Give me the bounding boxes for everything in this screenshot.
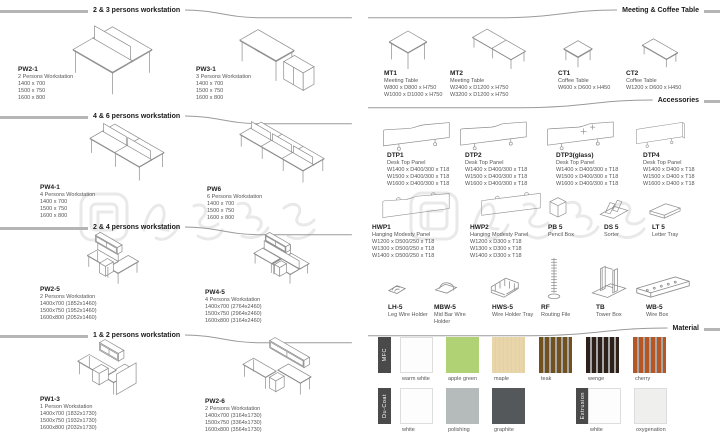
product-code: MT1 [384, 70, 397, 77]
product-spec: 1500x750 (1932x1730) [40, 418, 97, 424]
product-label-mbw-5 [434, 304, 478, 326]
product-drawing-rf [544, 255, 564, 300]
product-spec: 1500 x 750 [18, 88, 46, 94]
product-drawing-ds-5 [596, 196, 632, 221]
product-drawing-pb-5 [544, 193, 572, 221]
product-code: TB [596, 304, 605, 311]
product-code: CT2 [626, 70, 639, 77]
product-name: Hanging Modesty Panel [470, 232, 529, 238]
product-code: HWP2 [470, 224, 489, 231]
product-spec: W1400 x D300 x T18 [470, 253, 522, 259]
product-spec: 1600x800 (3564x1730) [205, 427, 262, 433]
product-spec: W1600 x D400 x T18 [643, 181, 695, 187]
material-swatch-caption: cherry [635, 376, 651, 382]
section-header-meeting-coffee-table [368, 4, 720, 20]
product-label-pw2-5 [40, 286, 170, 322]
product-spec: W1400 x D400/300 x T18 [556, 167, 619, 173]
product-label-hwp2 [470, 224, 550, 260]
product-label-lh-5 [388, 304, 428, 319]
product-drawing-hwp1 [368, 186, 464, 222]
product-code: PW4-1 [40, 184, 60, 191]
product-code: RF [541, 304, 550, 311]
product-drawing-pw4-1 [42, 122, 212, 182]
product-code: PW3-1 [196, 66, 216, 73]
material-group-label-text: Extrusion [579, 392, 586, 420]
product-spec: 1600 x 800 [196, 95, 224, 101]
product-drawing-lt-5 [646, 198, 684, 221]
product-drawing-hwp2 [466, 186, 556, 222]
product-spec: 1600 x 800 [18, 95, 46, 101]
product-spec: W1600 x D400/300 x T18 [556, 181, 619, 187]
product-name: Letter Tray [652, 232, 679, 238]
product-spec: 1500x750 (2964x2460) [205, 311, 262, 317]
product-drawing-mt1 [380, 30, 436, 70]
product-name: 2 Persons Workstation [40, 294, 96, 300]
product-drawing-pw6 [208, 120, 356, 184]
product-label-dtp2 [465, 152, 541, 188]
product-spec: 1400x700 (1832x1730) [40, 411, 97, 417]
product-name: 2 Persons Workstation [18, 74, 74, 80]
material-group-label-du-coat [378, 388, 391, 424]
product-label-ct2 [626, 70, 706, 92]
product-name: Meeting Table [384, 78, 419, 84]
product-code: DTP2 [465, 152, 482, 159]
product-name: 3 Persons Workstation [196, 74, 252, 80]
material-swatch-wenge [586, 337, 619, 373]
product-spec: W600 x D600 x H450 [558, 85, 611, 91]
material-swatch-white [588, 388, 621, 424]
material-group-label-mfc [378, 337, 391, 373]
header-rule [704, 100, 720, 103]
product-name: Routing File [541, 312, 571, 318]
product-code: DTP4 [643, 152, 660, 159]
product-spec: W1300 x D300 x T18 [470, 246, 522, 252]
product-drawing-dtp2 [454, 111, 534, 151]
product-name: Wire Holder Tray [492, 312, 534, 318]
material-swatch-caption: graphite [494, 427, 514, 433]
product-label-pw3-1 [196, 66, 306, 102]
product-label-pw1-3 [40, 396, 170, 432]
material-swatch-caption: wenge [588, 376, 605, 382]
product-label-pw4-1 [40, 184, 160, 220]
product-code: HWP1 [372, 224, 391, 231]
header-rule [704, 10, 720, 13]
product-spec: W800 x D800 x H750 [384, 85, 437, 91]
product-spec: 1500 x 750 [196, 88, 224, 94]
section-title: Material [672, 325, 699, 332]
product-code: PW2-5 [40, 286, 60, 293]
material-swatch-maple [492, 337, 525, 373]
product-label-lt-5 [652, 224, 698, 239]
product-spec: 1600 x 800 [207, 215, 235, 221]
product-code: DS 5 [604, 224, 619, 231]
header-curve [185, 4, 352, 20]
material-group-label-text: Du-Coat [381, 394, 388, 418]
product-spec: W1500 x D400/300 x T18 [387, 174, 450, 180]
product-label-hws-5 [492, 304, 536, 319]
product-spec: W1500 x D400/300 x T18 [465, 174, 528, 180]
section-title: Accessories [657, 97, 699, 104]
product-code: MT2 [450, 70, 463, 77]
material-swatch-white [400, 388, 433, 424]
product-name: Sorter [604, 232, 619, 238]
product-spec: W1200 x D500/250 x T18 [372, 239, 435, 245]
product-code: PW1-3 [40, 396, 60, 403]
product-code: CT1 [558, 70, 571, 77]
product-name: Desk Top Panel [387, 160, 426, 166]
header-rule [704, 328, 720, 331]
product-code: PW6 [207, 186, 222, 193]
material-swatch-caption: white [402, 427, 415, 433]
product-name: 6 Persons Workstation [207, 194, 263, 200]
product-spec: W1200 x D300 x T18 [470, 239, 522, 245]
product-drawing-dtp1 [376, 111, 458, 151]
product-code: LH-5 [388, 304, 403, 311]
product-name: Desk Top Panel [643, 160, 682, 166]
product-name: 4 Persons Workstation [205, 297, 261, 303]
product-spec: W1500 x D400 x T18 [643, 174, 695, 180]
section-title: Meeting & Coffee Table [622, 7, 699, 14]
product-spec: W1600 x D400/300 x T18 [465, 181, 528, 187]
product-code: DTP1 [387, 152, 404, 159]
product-code: PW2-1 [18, 66, 38, 73]
product-spec: W2400 x D1200 x H750 [450, 85, 509, 91]
product-spec: W1400 x D400/300 x T18 [465, 167, 528, 173]
product-drawing-tb [588, 261, 630, 299]
header-rule [0, 116, 88, 119]
product-spec: 1400 x 700 [196, 81, 224, 87]
product-name: Coffee Table [558, 78, 589, 84]
header-rule [0, 227, 88, 230]
product-code: PB 5 [548, 224, 563, 231]
product-label-wb-5 [646, 304, 690, 319]
material-swatch-polishing [446, 388, 479, 424]
product-spec: 1400 x 700 [18, 81, 46, 87]
product-drawing-lh-5 [384, 280, 410, 298]
product-code: PW4-5 [205, 289, 225, 296]
material-swatch-graphite [492, 388, 525, 424]
material-swatch-apple-green [446, 337, 479, 373]
header-rule [0, 10, 88, 13]
section-header-2-3-persons [0, 4, 352, 20]
product-drawing-mbw-5 [430, 277, 462, 298]
product-spec: W1300 x D500/250 x T18 [372, 246, 435, 252]
product-code: WB-5 [646, 304, 663, 311]
product-spec: W1000 x D1000 x H750 [384, 92, 443, 98]
product-spec: 1600x800 (3164x2460) [205, 318, 262, 324]
product-spec: 1500 x 750 [207, 208, 235, 214]
product-label-ct1 [558, 70, 628, 92]
product-label-rf [541, 304, 585, 319]
product-name: Tower Box [596, 312, 622, 318]
product-name: Coffee Table [626, 78, 657, 84]
product-spec: 1400x700 (3164x1730) [205, 413, 262, 419]
product-label-pb-5 [548, 224, 594, 239]
product-name: Mid Bar Wire Holder [434, 312, 466, 325]
product-label-pw2-6 [205, 398, 335, 434]
product-spec: 1400 x 700 [40, 199, 68, 205]
material-swatch-caption: white [590, 427, 603, 433]
product-spec: W1400 x D400 x T18 [643, 167, 695, 173]
product-label-tb [596, 304, 640, 319]
product-name: Pencil Box [548, 232, 574, 238]
product-drawing-hws-5 [486, 271, 522, 298]
product-spec: 1400x700 (1852x1460) [40, 301, 97, 307]
product-spec: 1500x750 (1952x1460) [40, 308, 97, 314]
product-spec: 1400 x 700 [207, 201, 235, 207]
material-swatch-cherry [633, 337, 666, 373]
product-name: Leg Wire Holder [388, 312, 428, 318]
material-swatch-oxygenation [634, 388, 667, 424]
product-spec: 1500 x 750 [40, 206, 68, 212]
product-label-pw2-1 [18, 66, 128, 102]
product-drawing-dtp3-glass- [540, 111, 622, 151]
section-title: 2 & 4 persons workstation [93, 224, 181, 231]
product-name: Desk Top Panel [556, 160, 595, 166]
section-title: 1 & 2 persons workstation [93, 332, 181, 339]
product-label-dtp4 [643, 152, 713, 188]
header-curve [368, 322, 668, 338]
product-drawing-mt2 [446, 28, 552, 70]
product-label-pw4-5 [205, 289, 335, 325]
product-drawing-ct2 [618, 38, 702, 68]
product-drawing-pw4-5 [203, 231, 360, 285]
product-drawing-pw1-3 [42, 338, 172, 396]
section-title: 2 & 3 persons workstation [93, 7, 181, 14]
material-swatch-caption: teak [541, 376, 552, 382]
product-spec: 1600 x 800 [40, 213, 68, 219]
product-name: 1 Person Workstation [40, 404, 93, 410]
material-swatch-caption: polishing [448, 427, 470, 433]
product-label-dtp1 [387, 152, 463, 188]
product-spec: W1600 x D400/300 x T18 [387, 181, 450, 187]
product-drawing-ct1 [554, 40, 602, 68]
product-drawing-dtp4 [628, 113, 692, 151]
product-name: Meeting Table [450, 78, 485, 84]
product-spec: 1600x800 (2052x1460) [40, 315, 97, 321]
product-spec: 1400x700 (2764x2460) [205, 304, 262, 310]
material-swatch-warm-white [400, 337, 433, 373]
material-group-label-text: MFC [381, 348, 388, 362]
material-swatch-caption: apple green [448, 376, 478, 382]
product-spec: 1600x800 (2032x1730) [40, 425, 97, 431]
product-label-dtp3-glass- [556, 152, 632, 188]
product-spec: W1200 x D600 x H450 [626, 85, 682, 91]
product-spec: W3200 x D1200 x H750 [450, 92, 509, 98]
product-name: Desk Top Panel [465, 160, 504, 166]
product-drawing-pw2-5 [38, 231, 188, 285]
product-spec: W1400 x D500/250 x T18 [372, 253, 435, 259]
product-drawing-wb-5 [634, 270, 692, 298]
product-name: Hanging Modesty Panel [372, 232, 431, 238]
product-label-pw6 [207, 186, 327, 222]
product-label-ds-5 [604, 224, 650, 239]
product-label-mt1 [384, 70, 454, 99]
product-code: DTP3(glass) [556, 152, 594, 159]
header-curve [368, 4, 617, 20]
product-code: MBW-5 [434, 304, 456, 311]
product-name: 4 Persons Workstation [40, 192, 96, 198]
product-spec: W1400 x D400/300 x T18 [387, 167, 450, 173]
product-name: 2 Persons Workstation [205, 406, 261, 412]
material-swatch-caption: warm white [402, 376, 430, 382]
product-code: HWS-5 [492, 304, 513, 311]
section-title: 4 & 6 persons workstation [93, 113, 181, 120]
material-swatch-teak [539, 337, 572, 373]
product-code: PW2-6 [205, 398, 225, 405]
product-spec: W1500 x D400/300 x T18 [556, 174, 619, 180]
product-name: Wire Box [646, 312, 669, 318]
product-drawing-pw2-6 [206, 336, 348, 396]
material-swatch-caption: maple [494, 376, 509, 382]
product-label-hwp1 [372, 224, 462, 260]
section-header-material [368, 322, 720, 338]
material-swatch-caption: oxygenation [636, 427, 666, 433]
product-code: LT 5 [652, 224, 665, 231]
product-spec: 1500x750 (3364x1730) [205, 420, 262, 426]
product-label-mt2 [450, 70, 530, 99]
